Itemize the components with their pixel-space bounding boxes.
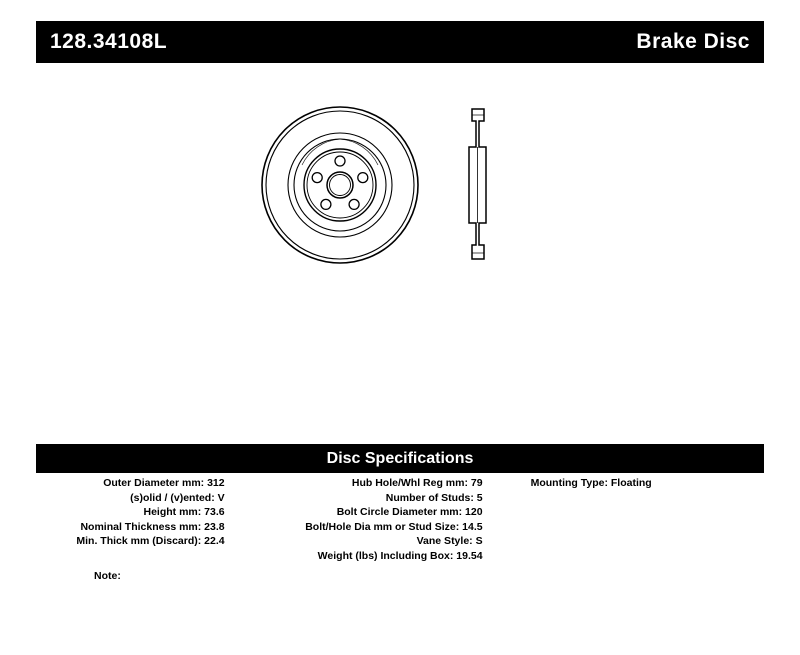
brake-disc-drawing — [250, 95, 550, 275]
specifications-columns — [36, 476, 764, 564]
part-number: 128.34108L — [50, 30, 168, 53]
spec-column-left — [36, 476, 229, 549]
spec-item: Outer Diameter mm: 312 — [103, 477, 225, 489]
spec-item: Nominal Thickness mm: 23.8 — [80, 520, 225, 533]
spec-item: Min. Thick mm (Discard): 22.4 — [76, 535, 225, 548]
note-label: Note: — [94, 570, 121, 582]
rotor-edge-view — [469, 109, 486, 259]
spec-item: Number of Studs: 5 — [385, 491, 483, 504]
spec-column-right — [487, 476, 764, 491]
header-bar — [36, 21, 764, 63]
spec-item: Hub Hole/Whl Reg mm: 79 — [351, 477, 483, 489]
disc-specifications-bar — [36, 444, 764, 473]
spec-item: Bolt Circle Diameter mm: 120 — [336, 506, 483, 519]
rotor-face-view — [262, 107, 418, 263]
disc-specifications-title: Disc Specifications — [326, 449, 474, 467]
spec-item: (s)olid / (v)ented: V — [130, 491, 225, 504]
spec-item: Mounting Type: Floating — [530, 477, 652, 489]
brake-disc-svg — [250, 95, 550, 275]
spec-item: Height mm: 73.6 — [143, 506, 225, 519]
spec-item: Bolt/Hole Dia mm or Stud Size: 14.5 — [305, 520, 483, 533]
spec-column-center — [229, 476, 487, 564]
spec-item: Vane Style: S — [416, 535, 483, 548]
page-title: Brake Disc — [636, 30, 750, 53]
stud-holes — [312, 156, 368, 209]
spec-item: Weight (lbs) Including Box: 19.54 — [317, 549, 483, 562]
